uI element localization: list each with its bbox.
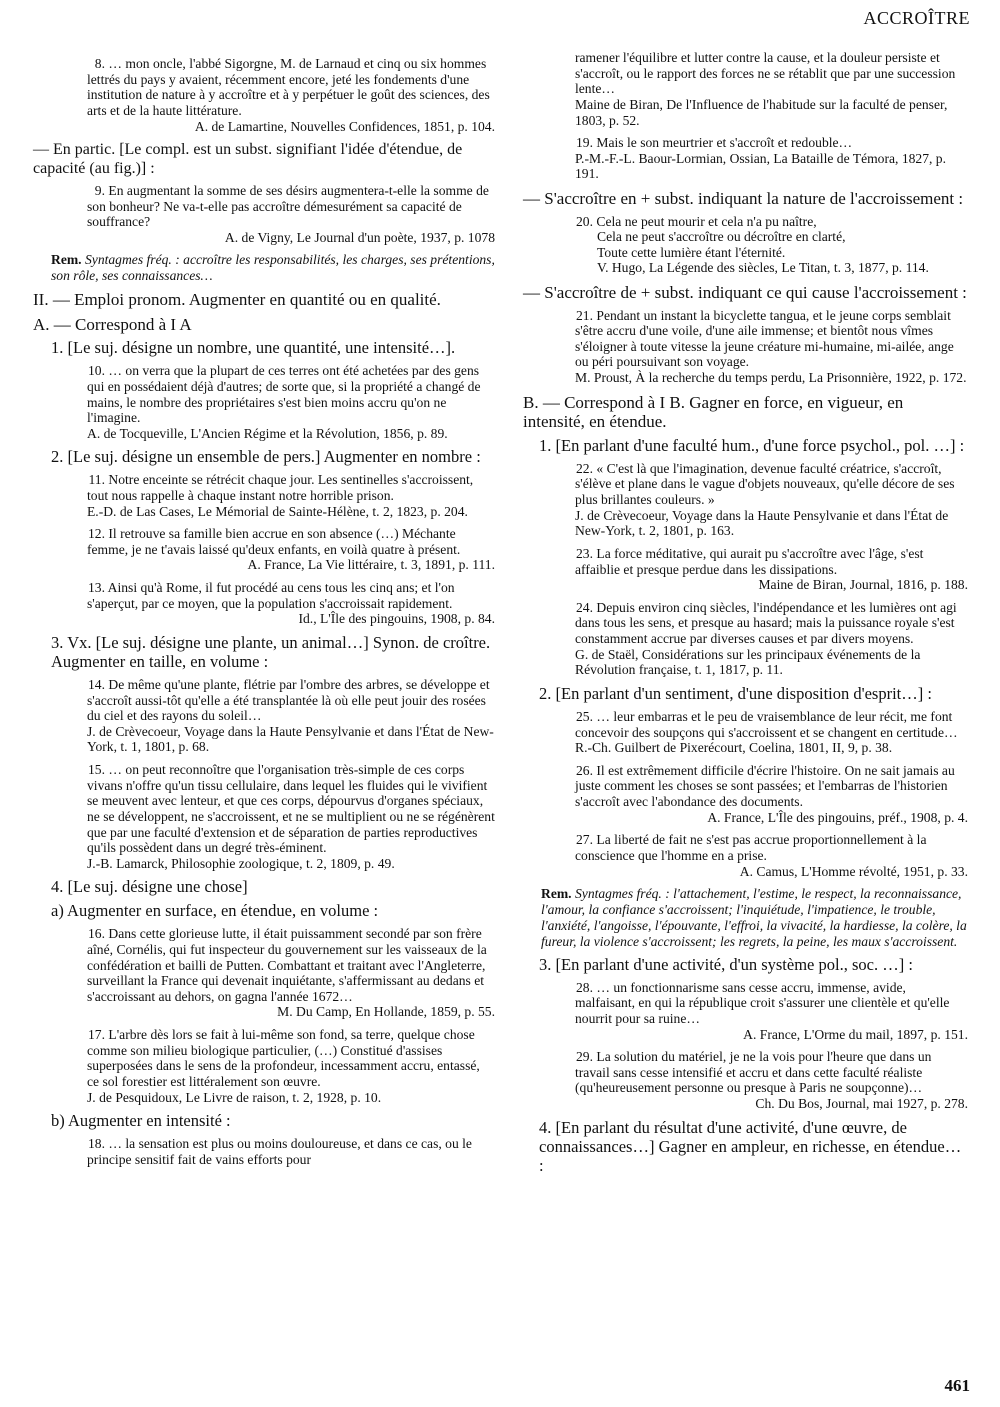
citation-text: Il est extrêmement difficile d'écrire l'histoire. On ne sait jamais au juste comment les choses se sont passées; et l'embarras de l'historien s'accroît avec l'abondance des documents. [575, 762, 955, 809]
citation-number: 11. [88, 472, 105, 488]
subsection-heading-en: — S'accroître en + subst. indiquant la nature de l'accroissement : [523, 189, 964, 208]
verse-line: Cela ne peut s'accroître ou décroître en clarté, [597, 229, 846, 245]
citation-17 [87, 1027, 495, 1105]
citation-source: Maine de Biran, De l'Influence de l'habitude sur la faculté de penser, 1803, p. 52. [575, 96, 948, 128]
citation-number: 24. [576, 599, 593, 615]
citation-text: Il retrouve sa famille bien accrue en son absence (…) Méchante femme, je ne t'avais laissé qu'deux enfants, en voilà quatre à présent. [87, 526, 461, 557]
citation-number: 17. [88, 1027, 105, 1043]
citation-21 [575, 308, 968, 386]
subsection-heading-B1: 1. [En parlant d'une faculté hum., d'une force psychol., pol. …] : [539, 435, 965, 455]
citation-13 [87, 580, 495, 627]
citation-23 [575, 546, 968, 593]
citation-text: … mon oncle, l'abbé Sigorgne, M. de Larnaud et cinq ou six hommes lettrés du pays y avaient, récemment encore, jeté les fondements d'une institution de nature à y accroître et à y perpétuer le goût des sciences, des arts et de la haute littérature. [87, 56, 490, 118]
citation-text: … un fonctionnarisme sans cesse accru, immense, avide, malfaisant, en qui la république croit s'assurer une clientèle et qu'elle nourrit pour sa ruine… [575, 979, 950, 1026]
citation-18 [87, 1136, 495, 1167]
citation-source: A. France, L'Île des pingouins, préf., 1908, p. 4. [707, 809, 968, 825]
subsection-heading-B3: 3. [En parlant d'une activité, d'un système pol., soc. …] : [539, 954, 913, 974]
citation-source: V. Hugo, La Légende des siècles, Le Titan, t. 3, 1877, p. 114. [597, 260, 929, 276]
citation-text: En augmentant la somme de ses désirs augmentera-t-elle la somme de son bonheur? Ne va-t-elle pas accroître démesurément sa capacité de souffrance? [87, 182, 489, 230]
citation-text: La solution du matériel, je ne la vois pour l'heure que dans un travail sans cesse intensifié et accru et dans cette faculté réaliste (qu'heureusement personne ou presque à Paris ne soupçonne)… [575, 1049, 932, 1096]
citation-number: 27. [576, 832, 593, 848]
citation-text: « C'est là que l'imagination, devenue faculté créatrice, s'accroît, s'élève et plane dans le vague d'objets nouveaux, qu'elle décore de ses plus brillantes couleurs. » [575, 460, 955, 508]
citation-source: A. France, L'Orme du mail, 1897, p. 151. [743, 1026, 968, 1042]
citation-source: J. de Crèvecoeur, Voyage dans la Haute Pensylvanie et dans l'État de New-York, t. 1, 1801, p. 68. [87, 723, 494, 755]
page-number: 461 [944, 1376, 970, 1395]
citation-22 [575, 461, 968, 539]
citation-20 [575, 214, 968, 277]
citation-number: 22. [576, 460, 593, 476]
section-heading-II: II. — Emploi pronom. Augmenter en quantité ou en qualité. [33, 290, 441, 310]
citation-number: 26. [576, 762, 593, 778]
citation-number: 16. [88, 926, 105, 942]
citation-16 [87, 926, 495, 1020]
citation-text: … leur embarras et le peu de vraisemblance de leur récit, me font concevoir des soupçons qui s'accroissent et se changent en certitude… [575, 708, 958, 740]
subsection-heading-B4: 4. [En parlant du résultat d'une activité, d'une œuvre, de connaissances…] Gagner en ampleur, en richesse, en étendue… : [539, 1117, 962, 1175]
citation-15 [87, 762, 495, 871]
remark [541, 886, 968, 950]
citation-source: J. de Crèvecoeur, Voyage dans la Haute Pensylvanie et dans l'État de New-York, t. 2, 1801, p. 163. [575, 507, 949, 539]
citation-19 [575, 135, 968, 182]
citation-text: … on peut reconnoître que l'organisation très-simple de ces corps vivans n'offre qu'un tissu cellulaire, dans lequel les fluides qui le vivifient se meuvent avec lenteur, et que ces corps, dépourvus d'organes spéciaux, ne se développent, ne s'accroissent, et ne se multiplient ou ne se régénèrent que par une faculté d'extension et de séparation de parties reproductives qu'ils possèdent dans un degré très-éminent. [87, 762, 495, 856]
subsection-heading-A4a: a) Augmenter en surface, en étendue, en volume : [51, 901, 379, 921]
left-column [33, 56, 495, 1174]
citation-9 [87, 183, 495, 246]
remark [51, 252, 495, 284]
citation-source: P.-M.-F.-L. Baour-Lormian, Ossian, La Bataille de Témora, 1827, p. 191. [575, 150, 947, 182]
citation-12 [87, 526, 495, 573]
citation-text: De même qu'une plante, flétrie par l'ombre des arbres, se développe et s'accroît aussi-tôt qu'elle a été transplantée là où elle peut jouir des rosées du ciel et des rayons du soleil… [87, 676, 490, 724]
remark-label: Rem. [541, 886, 572, 902]
citation-18-continued [575, 50, 968, 128]
citation-number: 29. [576, 1049, 593, 1065]
citation-26 [575, 763, 968, 826]
citation-source: E.-D. de Las Cases, Le Mémorial de Sainte-Hélène, t. 2, 1823, p. 204. [87, 503, 468, 519]
citation-source: Ch. Du Bos, Journal, mai 1927, p. 278. [755, 1096, 968, 1112]
section-heading-B: B. — Correspond à I B. Gagner en force, en vigueur, en intensité, en étendue. [523, 392, 904, 432]
citation-source: A. de Tocqueville, L'Ancien Régime et la Révolution, 1856, p. 89. [87, 425, 448, 441]
citation-text: Depuis environ cinq siècles, l'indépendance et les lumières ont agi dans tous les sens, et presque au hasard; mais la puissance royale s'est constamment accrue par diverses causes et par divers moyens. [575, 599, 957, 647]
citation-source: M. Proust, À la recherche du temps perdu, La Prisonnière, 1922, p. 172. [575, 370, 967, 386]
citation-number: 14. [88, 676, 105, 692]
citation-number: 10. [88, 363, 105, 379]
citation-number: 21. [576, 307, 593, 323]
citation-source: M. Du Camp, En Hollande, 1859, p. 55. [277, 1004, 495, 1020]
citation-27 [575, 832, 968, 879]
citation-text: … on verra que la plupart de ces terres ont été achetées par des gens qui en possédaient déjà d'autres; de sorte que, si la propriété a changé de mains, le nombre des propriétaires s'est bien moins accru qu'on ne l'imagine. [87, 363, 481, 426]
citation-25 [575, 709, 968, 756]
verse-line: Toute cette lumière étant l'éternité. [597, 244, 786, 260]
citation-number: 12. [88, 526, 105, 542]
remark-label: Rem. [51, 252, 82, 268]
citation-number: 23. [576, 545, 593, 561]
citation-text: Notre enceinte se rétrécit chaque jour. Les sentinelles s'accroissent, tout nous rappelle à chaque instant notre horrible prison. [87, 472, 474, 503]
citation-8 [87, 56, 495, 134]
citation-source: A. de Lamartine, Nouvelles Confidences, 1851, p. 104. [194, 118, 495, 134]
citation-text: Mais le son meurtrier et s'accroît et redouble… [596, 135, 853, 151]
subsection-heading-de: — S'accroître de + subst. indiquant ce qui cause l'accroissement : [523, 283, 967, 303]
citation-number: 15. [88, 762, 105, 778]
remark-text: Syntagmes fréq. : accroître les responsabilités, les charges, ses prétentions, son rôle, ses connaissances… [51, 252, 495, 284]
running-header: ACCROÎTRE [863, 8, 970, 28]
citation-10 [87, 363, 495, 441]
citation-source: Id., L'Île des pingouins, 1908, p. 84. [298, 611, 495, 627]
citation-text: La liberté de fait ne s'est pas accrue proportionnellement à la conscience que l'homme en a prise. [575, 832, 927, 863]
citation-text: La force méditative, qui aurait pu s'accroître avec l'âge, s'est affaiblie et presque perdue dans les dissipations. [575, 545, 924, 577]
citation-text: Dans cette glorieuse lutte, il était puissamment secondé par son frère aîné, Cornélis, qui fut inspecteur du gouvernement sur les vaisseaux de la confédération et bailli de Putten. Combattant et traitant avec l'Angleterre, surveillant la France qui devenait inquiétante, s'affermissant au dedans et s'accroissant au dehors, on gagna l'année 1672… [87, 926, 487, 1004]
citation-number: 20. [576, 213, 593, 229]
subsection-heading-A4b: b) Augmenter en intensité : [51, 1111, 231, 1131]
subsection-heading-A2: 2. [Le suj. désigne un ensemble de pers.] Augmenter en nombre : [51, 447, 481, 467]
citation-text: Ainsi qu'à Rome, il fut procédé au cens tous les cinq ans; et l'on s'aperçut, par ce moyen, que la population s'accroissait rapidement. [87, 580, 455, 611]
citation-text: L'arbre dès lors se fait à lui-même son fond, sa terre, quelque chose comme son milieu biologique particulier, (…) Constitué d'assises superposées dans le sens de la profondeur, incessamment accru, entassé, ce sol forestier est littéralement son œuvre. [87, 1027, 480, 1089]
subsection-heading: — En partic. [Le compl. est un subst. signifiant l'idée d'étendue, de capacité (au fig.)] : [33, 141, 463, 177]
citation-29 [575, 1049, 968, 1112]
remark-text: Syntagmes fréq. : l'attachement, l'estime, le respect, la reconnaissance, l'amour, la confiance s'accroissent; l'inquiétude, l'impatience, le trouble, l'anxiété, l'angoisse, l'épouvante, l'effroi, la vivacité, la hardiesse, la colère, la fureur, la violence s'accroissent; les regrets, la peine, les maux s'accroissent. [541, 886, 967, 949]
citation-source: Maine de Biran, Journal, 1816, p. 188. [758, 577, 968, 593]
citation-number: 18. [88, 1136, 105, 1152]
citation-text: ramener l'équilibre et lutter contre la cause, et la douleur persiste et s'accroît, ou le rapport des forces ne se rétablit que par une succession lente… [575, 50, 956, 97]
citation-source: G. de Staël, Considérations sur les principaux événements de la Révolution française, t. 1, 1817, p. 11. [575, 646, 921, 678]
citation-number: 13. [88, 580, 105, 596]
citation-11 [87, 472, 495, 519]
citation-number: 9. [94, 182, 105, 198]
verse-line: Cela ne peut mourir et cela n'a pu naître, [596, 213, 817, 229]
citation-source: A. France, La Vie littéraire, t. 3, 1891, p. 111. [247, 557, 495, 573]
citation-14 [87, 677, 495, 755]
citation-source: A. Camus, L'Homme révolté, 1951, p. 33. [739, 863, 968, 879]
citation-source: A. de Vigny, Le Journal d'un poète, 1937, p. 1078 [224, 229, 495, 245]
citation-number: 8. [94, 56, 105, 71]
citation-24 [575, 600, 968, 678]
subsection-heading-B2: 2. [En parlant d'un sentiment, d'une disposition d'esprit…] : [539, 683, 932, 703]
citation-source: R.-Ch. Guilbert de Pixerécourt, Coelina, 1801, II, 9, p. 38. [575, 740, 893, 756]
right-column [523, 50, 968, 1181]
citation-number: 25. [576, 708, 593, 724]
citation-text: … la sensation est plus ou moins douloureuse, et dans ce cas, ou le principe sensitif fait de vains efforts pour [87, 1136, 472, 1167]
citation-number: 28. [576, 979, 593, 995]
section-heading-A: A. — Correspond à I A [33, 314, 192, 334]
citation-28 [575, 980, 968, 1043]
subsection-heading-A1: 1. [Le suj. désigne un nombre, une quantité, une intensité…]. [51, 338, 456, 358]
citation-text: Pendant un instant la bicyclette tangua, et le jeune corps semblait s'être accru d'une voile, d'une aile immense; et bientôt nous vîmes s'éloigner à toute vitesse la jeune créature mi-humaine, mi-ailée, ange ou péri poursuivant son voyage. [575, 307, 954, 370]
citation-source: J. de Pesquidoux, Le Livre de raison, t. 2, 1928, p. 10. [87, 1089, 382, 1105]
citation-source: J.-B. Lamarck, Philosophie zoologique, t. 2, 1809, p. 49. [87, 855, 395, 871]
citation-number: 19. [576, 135, 593, 151]
subsection-heading-A4: 4. [Le suj. désigne une chose] [51, 877, 248, 897]
subsection-heading-A3: 3. Vx. [Le suj. désigne une plante, un animal…] Synon. de croître. Augmenter en taille, en volume : [51, 632, 491, 671]
